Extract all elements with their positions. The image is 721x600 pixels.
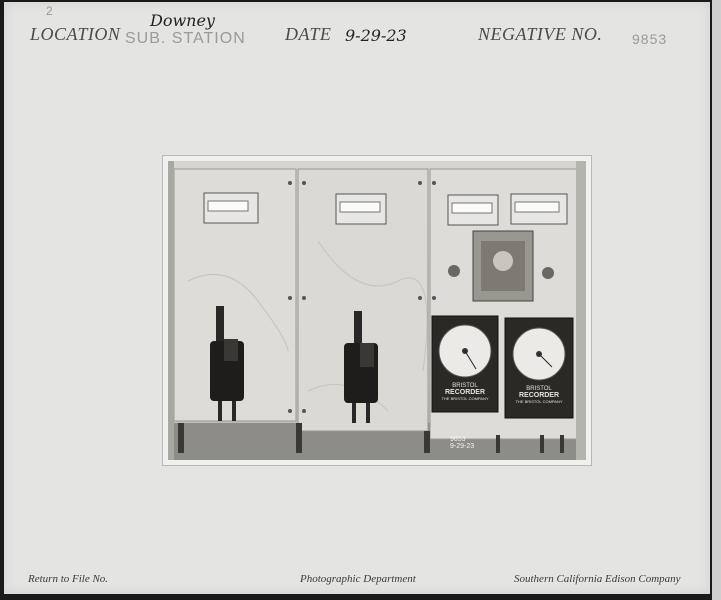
meter-1: [204, 193, 258, 223]
plate-number: 9853: [450, 436, 466, 443]
photo-image: [168, 161, 586, 460]
recorder-left-maker: THE BRISTOL COMPANY: [441, 395, 489, 401]
film-edge: [712, 0, 721, 600]
recorder-left-name: RECORDER: [444, 389, 486, 397]
negative-label: NEGATIVE NO.: [478, 24, 603, 44]
meter-3: [448, 195, 498, 225]
meter-2: [336, 194, 386, 224]
recorder-right-name: RECORDER: [518, 392, 560, 400]
footer-company: Southern California Edison Company: [514, 573, 681, 585]
date-label: DATE: [285, 24, 332, 44]
recorder-left-brand: BRISTOL: [452, 383, 478, 389]
location-handwritten: Downey: [150, 11, 215, 30]
location-stamp: SUB. STATION: [125, 30, 246, 47]
meter-4: [511, 194, 567, 224]
switchboard-illustration: [168, 161, 586, 460]
footer-return-to-file: Return to File No.: [28, 573, 109, 585]
location-label: LOCATION: [30, 24, 121, 44]
plate-marking: [450, 436, 474, 451]
recorder-right-label: [505, 386, 573, 404]
recorder-right-brand: BRISTOL: [526, 386, 552, 392]
recorder-right-maker: THE BRISTOL COMPANY: [515, 398, 563, 404]
negative-number: 9853: [632, 31, 668, 47]
footer-department: Photographic Department: [300, 573, 416, 585]
corner-mark: 2: [46, 4, 54, 18]
switchboard-photograph: [162, 155, 592, 466]
date-value: 9-29-23: [345, 26, 407, 45]
plate-date: 9-29-23: [450, 443, 475, 451]
recorder-left-label: [432, 383, 498, 401]
